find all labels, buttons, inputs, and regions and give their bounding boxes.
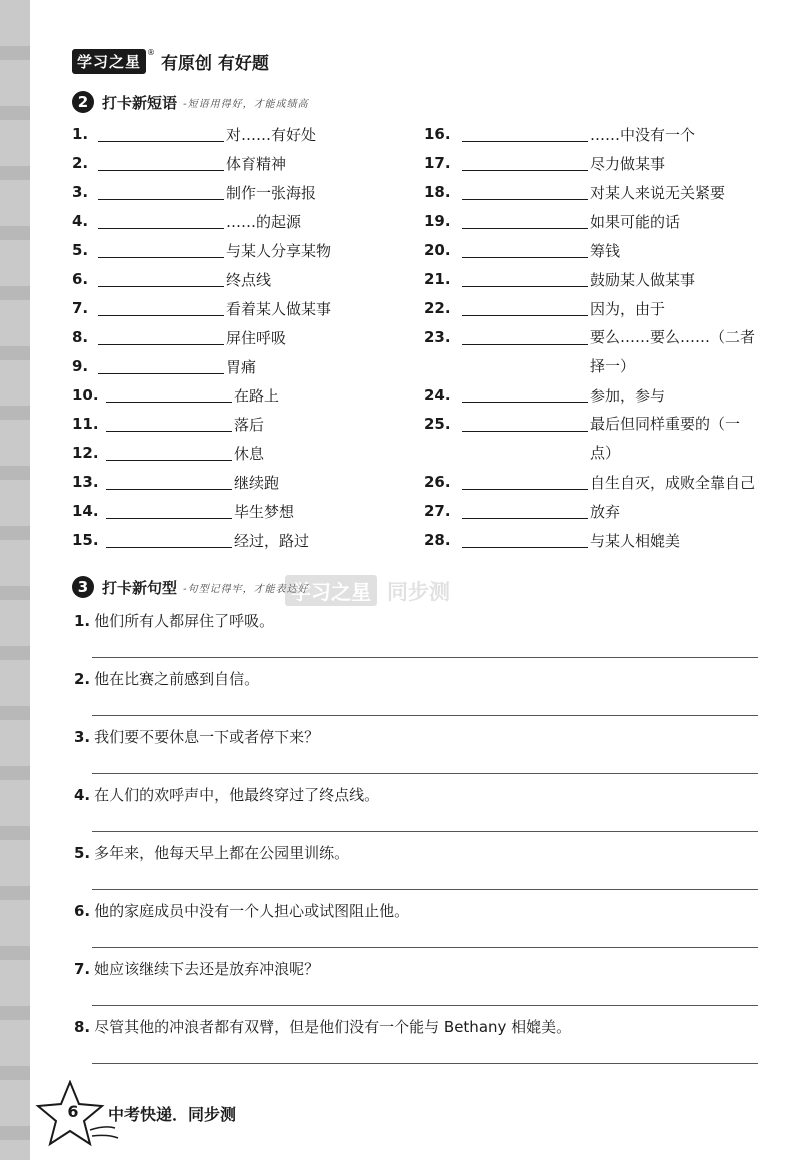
phrase-number: 6. xyxy=(72,270,89,288)
phrase-meaning: 筹钱 xyxy=(590,241,621,260)
phrase-item xyxy=(424,267,764,291)
phrase-meaning: 如果可能的话 xyxy=(590,212,681,231)
phrase-item xyxy=(72,151,392,175)
answer-blank[interactable] xyxy=(98,272,224,287)
answer-blank[interactable] xyxy=(98,359,224,374)
phrase-meaning: 看着某人做某事 xyxy=(226,299,332,318)
phrase-number: 4. xyxy=(72,212,89,230)
answer-blank[interactable] xyxy=(462,243,588,258)
phrase-item xyxy=(72,441,392,465)
page-footer xyxy=(30,1080,290,1150)
section-3-number-badge: 3 xyxy=(72,576,94,598)
sentence-text: 他的家庭成员中没有一个人担心或试图阻止他。 xyxy=(94,902,410,920)
phrase-meaning: ……中没有一个 xyxy=(590,125,696,144)
phrase-item xyxy=(72,499,392,523)
phrase-meaning: 参加，参与 xyxy=(590,386,666,405)
phrase-item xyxy=(72,267,392,291)
phrase-number: 17. xyxy=(424,154,451,172)
phrase-item xyxy=(424,410,764,468)
section-2-number-badge: 2 xyxy=(72,91,94,113)
answer-blank[interactable] xyxy=(98,301,224,316)
sentence-text: 他们所有人都屏住了呼吸。 xyxy=(94,612,275,630)
phrase-item xyxy=(72,354,392,378)
phrase-item xyxy=(424,122,764,146)
phrase-meaning: 与某人相媲美 xyxy=(590,531,681,550)
sentence-text: 她应该继续下去还是放弃冲浪呢？ xyxy=(94,960,320,978)
phrase-number: 13. xyxy=(72,473,99,491)
phrase-item xyxy=(424,470,764,494)
answer-blank[interactable] xyxy=(462,156,588,171)
phrase-number: 11. xyxy=(72,415,99,433)
phrase-number: 15. xyxy=(72,531,99,549)
phrase-meaning: 对某人来说无关紧要 xyxy=(590,183,726,202)
answer-blank[interactable] xyxy=(98,156,224,171)
trademark-mark: ® xyxy=(147,48,156,57)
sentence-item xyxy=(74,1016,571,1037)
watermark-logo: 学习之星 xyxy=(285,575,377,606)
answer-line[interactable] xyxy=(92,889,758,890)
phrase-number: 21. xyxy=(424,270,451,288)
answer-blank[interactable] xyxy=(98,243,224,258)
sentence-number: 5. xyxy=(74,844,91,862)
phrase-item xyxy=(72,296,392,320)
sentence-text: 尽管其他的冲浪者都有双臂，但是他们没有一个能与 Bethany 相媲美。 xyxy=(94,1018,572,1036)
phrase-meaning: 尽力做某事 xyxy=(590,154,666,173)
phrase-meaning: 因为，由于 xyxy=(590,299,666,318)
phrase-number: 5. xyxy=(72,241,89,259)
phrase-number: 14. xyxy=(72,502,99,520)
answer-blank[interactable] xyxy=(98,330,224,345)
phrase-item xyxy=(424,296,764,320)
phrase-number: 1. xyxy=(72,125,89,143)
phrase-number: 24. xyxy=(424,386,451,404)
answer-blank[interactable] xyxy=(98,185,224,200)
answer-blank[interactable] xyxy=(106,533,232,548)
answer-blank[interactable] xyxy=(462,504,588,519)
answer-blank[interactable] xyxy=(106,417,232,432)
phrase-number: 26. xyxy=(424,473,451,491)
answer-line[interactable] xyxy=(92,947,758,948)
phrase-number: 28. xyxy=(424,531,451,549)
phrase-meaning: 终点线 xyxy=(226,270,272,289)
phrase-item xyxy=(72,238,392,262)
section-3-subtitle: -句型记得牢，才能表达好 xyxy=(183,583,309,595)
page-header xyxy=(72,48,269,74)
sentence-item xyxy=(74,784,379,805)
phrase-meaning: 要么……要么……（二者择一） xyxy=(590,328,756,375)
sentence-number: 6. xyxy=(74,902,91,920)
sentence-item xyxy=(74,726,319,747)
sentence-number: 1. xyxy=(74,612,91,630)
phrase-item xyxy=(72,383,392,407)
phrase-item xyxy=(72,412,392,436)
phrase-meaning: 在路上 xyxy=(234,386,280,405)
answer-blank[interactable] xyxy=(462,533,588,548)
footer-title: 中考快递．同步测 xyxy=(108,1105,237,1124)
phrase-number: 12. xyxy=(72,444,99,462)
sentence-number: 7. xyxy=(74,960,91,978)
phrase-meaning: 与某人分享某物 xyxy=(226,241,332,260)
phrase-item xyxy=(72,180,392,204)
sentence-number: 3. xyxy=(74,728,91,746)
sentence-text: 他在比赛之前感到自信。 xyxy=(94,670,260,688)
sentence-number: 8. xyxy=(74,1018,91,1036)
phrase-meaning: 最后但同样重要的（一点） xyxy=(590,415,741,462)
brand-logo: 学习之星 xyxy=(72,49,146,74)
phrase-number: 3. xyxy=(72,183,89,201)
sentence-item xyxy=(74,610,274,631)
phrase-meaning: 制作一张海报 xyxy=(226,183,317,202)
section-2-subtitle: -短语用得好，才能成绩高 xyxy=(183,98,309,110)
phrase-item xyxy=(424,151,764,175)
section-3-heading xyxy=(72,576,309,598)
phrase-item xyxy=(424,323,764,381)
answer-blank[interactable] xyxy=(462,127,588,142)
phrase-number: 23. xyxy=(424,328,451,346)
phrase-item xyxy=(424,209,764,233)
phrase-meaning: 继续跑 xyxy=(234,473,280,492)
answer-line[interactable] xyxy=(92,657,758,658)
section-2-heading xyxy=(72,91,309,113)
sentence-item xyxy=(74,668,259,689)
phrase-meaning: 休息 xyxy=(234,444,265,463)
phrase-meaning: 放弃 xyxy=(590,502,621,521)
phrase-item xyxy=(424,180,764,204)
sentence-number: 2. xyxy=(74,670,91,688)
phrase-item xyxy=(424,499,764,523)
phrase-meaning: 经过，路过 xyxy=(234,531,310,550)
answer-blank[interactable] xyxy=(462,214,588,229)
answer-line[interactable] xyxy=(92,773,758,774)
phrase-meaning: 对……有好处 xyxy=(226,125,317,144)
header-slogan: 有原创 有好题 xyxy=(161,53,269,74)
sentence-number: 4. xyxy=(74,786,91,804)
answer-blank[interactable] xyxy=(106,475,232,490)
sentence-text: 在人们的欢呼声中，他最终穿过了终点线。 xyxy=(94,786,380,804)
phrase-meaning: 自生自灭，成败全靠自己 xyxy=(590,473,756,492)
phrase-meaning: 屏住呼吸 xyxy=(226,328,287,347)
phrase-meaning: ……的起源 xyxy=(226,212,302,231)
phrase-number: 25. xyxy=(424,415,451,433)
answer-blank[interactable] xyxy=(462,417,588,432)
section-3-title: 打卡新句型 xyxy=(102,578,178,597)
answer-line[interactable] xyxy=(92,1005,758,1006)
answer-blank[interactable] xyxy=(462,185,588,200)
phrase-meaning: 鼓励某人做某事 xyxy=(590,270,696,289)
sentence-text: 我们要不要休息一下或者停下来？ xyxy=(94,728,320,746)
answer-line[interactable] xyxy=(92,831,758,832)
page-number: 6 xyxy=(67,1102,79,1121)
phrase-item xyxy=(72,122,392,146)
answer-blank[interactable] xyxy=(462,330,588,345)
answer-blank[interactable] xyxy=(98,214,224,229)
phrase-item xyxy=(72,470,392,494)
sentence-item xyxy=(74,842,349,863)
phrase-number: 9. xyxy=(72,357,89,375)
answer-blank[interactable] xyxy=(98,127,224,142)
phrase-number: 19. xyxy=(424,212,451,230)
answer-blank[interactable] xyxy=(462,272,588,287)
side-decoration-strip xyxy=(0,0,30,1160)
phrase-meaning: 落后 xyxy=(234,415,265,434)
sentence-text: 多年来，他每天早上都在公园里训练。 xyxy=(94,844,350,862)
answer-blank[interactable] xyxy=(106,446,232,461)
phrase-meaning: 毕生梦想 xyxy=(234,502,295,521)
phrase-number: 20. xyxy=(424,241,451,259)
answer-line[interactable] xyxy=(92,715,758,716)
phrase-number: 27. xyxy=(424,502,451,520)
phrase-number: 18. xyxy=(424,183,451,201)
phrase-item xyxy=(424,528,764,552)
phrase-number: 16. xyxy=(424,125,451,143)
phrase-number: 2. xyxy=(72,154,89,172)
answer-blank[interactable] xyxy=(106,388,232,403)
answer-blank[interactable] xyxy=(462,475,588,490)
phrase-item xyxy=(72,325,392,349)
answer-blank[interactable] xyxy=(462,301,588,316)
section-2-title: 打卡新短语 xyxy=(102,93,178,112)
phrase-meaning: 胃痛 xyxy=(226,357,257,376)
sentence-item xyxy=(74,900,409,921)
phrase-item xyxy=(424,238,764,262)
watermark-text: 同步测 xyxy=(387,579,450,604)
answer-line[interactable] xyxy=(92,1063,758,1064)
answer-blank[interactable] xyxy=(106,504,232,519)
phrase-item xyxy=(72,528,392,552)
answer-blank[interactable] xyxy=(462,388,588,403)
sentence-item xyxy=(74,958,319,979)
phrase-number: 7. xyxy=(72,299,89,317)
phrase-number: 10. xyxy=(72,386,99,404)
phrase-number: 22. xyxy=(424,299,451,317)
phrase-item xyxy=(424,383,764,407)
watermark xyxy=(285,575,450,606)
phrase-number: 8. xyxy=(72,328,89,346)
phrase-meaning: 体育精神 xyxy=(226,154,287,173)
phrase-item xyxy=(72,209,392,233)
